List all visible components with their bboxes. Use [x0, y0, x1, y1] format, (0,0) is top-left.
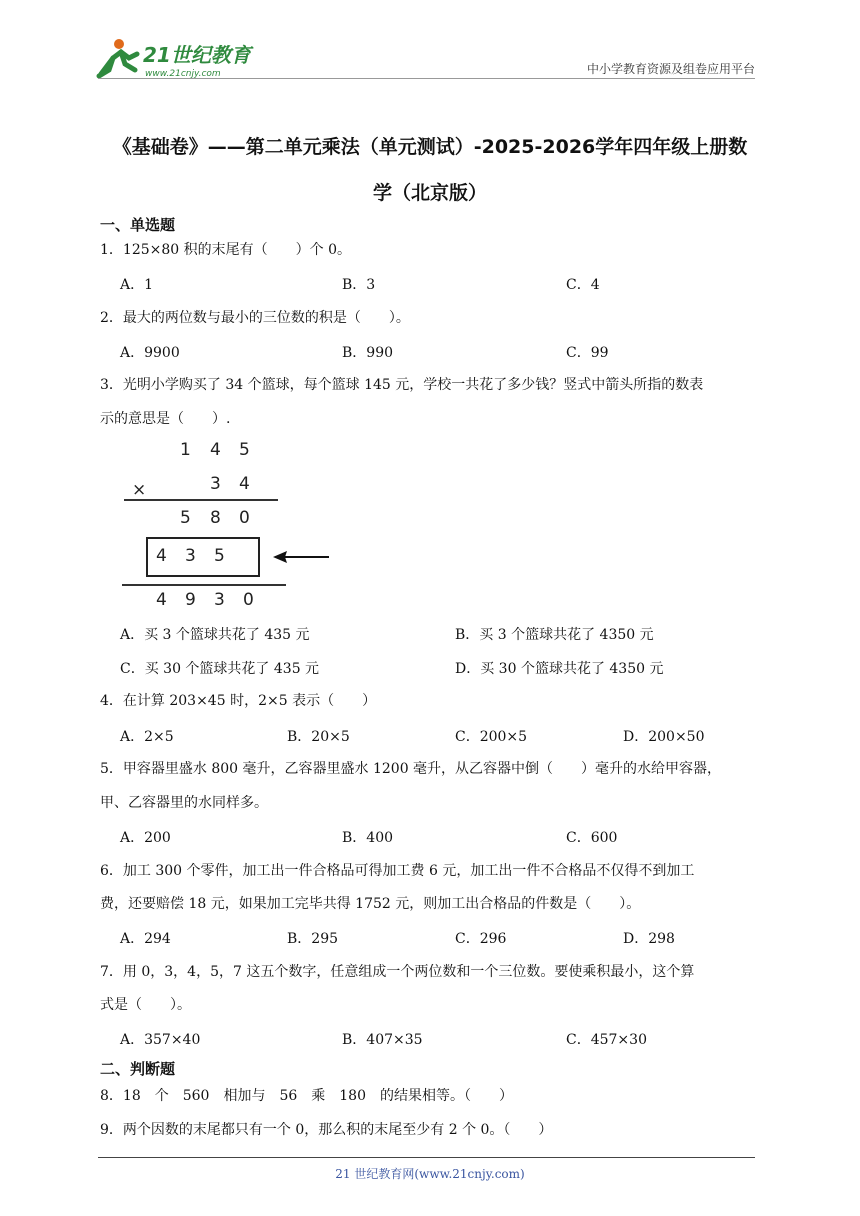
question-1-stem: 1．125×80 积的末尾有（ ）个 0。	[100, 242, 351, 258]
result-digit: 9	[185, 590, 196, 610]
question-7-option-a[interactable]: A．357×40	[120, 1032, 201, 1048]
question-2-stem: 2．最大的两位数与最小的三位数的积是（ ）。	[100, 310, 410, 326]
question-3-option-a[interactable]: A．买 3 个篮球共花了 435 元	[120, 627, 310, 643]
question-6-option-b[interactable]: B．295	[287, 931, 339, 947]
calc-result-line	[122, 584, 286, 586]
question-2-option-c[interactable]: C．99	[566, 345, 609, 361]
page-title-line2: 学（北京版）	[372, 182, 487, 204]
runner-logo-icon	[95, 36, 260, 80]
question-4-option-a[interactable]: A．2×5	[120, 729, 174, 745]
question-4-option-b[interactable]: B．20×5	[287, 729, 350, 745]
logo-url: www.21cnjy.com	[145, 69, 221, 79]
section-heading-true-false: 二、判断题	[100, 1060, 176, 1078]
multiplicand-digit: 1	[180, 440, 191, 460]
multiplicand-digit: 5	[239, 440, 250, 460]
page-title-line1: 《基础卷》——第二单元乘法（单元测试）-2025-2026学年四年级上册数	[112, 136, 748, 158]
times-sign: ×	[132, 480, 147, 500]
question-6-option-c[interactable]: C．296	[455, 931, 507, 947]
question-7-option-b[interactable]: B．407×35	[342, 1032, 423, 1048]
question-8-stem: 8．18 个 560 相加与 56 乘 180 的结果相等。（ ）	[100, 1088, 513, 1104]
logo	[95, 36, 260, 80]
partial-product-2-digit: 4	[156, 546, 167, 566]
question-6-stem-line1: 6．加工 300 个零件，加工出一件合格品可得加工费 6 元，加工出一件不合格品不仅得不到加工	[100, 863, 695, 879]
question-4-stem: 4．在计算 203×45 时，2×5 表示（ ）	[100, 693, 377, 709]
question-3-option-c[interactable]: C．买 30 个篮球共花了 435 元	[120, 661, 320, 677]
question-7-option-c[interactable]: C．457×30	[566, 1032, 647, 1048]
partial-product-1-digit: 0	[239, 508, 250, 528]
question-5-option-b[interactable]: B．400	[342, 830, 394, 846]
question-3-option-d[interactable]: D．买 30 个篮球共花了 4350 元	[455, 661, 664, 677]
question-1-option-a[interactable]: A．1	[120, 277, 154, 293]
multiplicand-digit: 4	[210, 440, 221, 460]
footer-text[interactable]: 21 世纪教育网(www.21cnjy.com)	[335, 1167, 525, 1181]
question-9-stem: 9．两个因数的末尾都只有一个 0，那么积的末尾至少有 2 个 0。（ ）	[100, 1122, 553, 1138]
vertical-multiplication-figure	[110, 436, 340, 616]
result-digit: 3	[214, 590, 225, 610]
question-3-stem-line1: 3．光明小学购买了 34 个篮球，每个篮球 145 元，学校一共花了多少钱？竖式中箭头所指的数表	[100, 377, 704, 393]
question-7-stem-line2: 式是（ ）。	[100, 997, 191, 1013]
header-divider	[98, 78, 755, 79]
header-platform-text: 中小学教育资源及组卷应用平台	[586, 62, 755, 76]
partial-product-1-digit: 5	[180, 508, 191, 528]
question-5-option-c[interactable]: C．600	[566, 830, 618, 846]
calc-underline	[124, 499, 278, 501]
question-4-option-d[interactable]: D．200×50	[623, 729, 705, 745]
logo-text: 21世纪教育	[143, 43, 251, 67]
result-digit: 0	[243, 590, 254, 610]
partial-product-2-digit: 3	[185, 546, 196, 566]
partial-product-2-digit: 5	[214, 546, 225, 566]
question-3-stem-line2: 示的意思是（ ）.	[100, 411, 231, 427]
question-2-option-a[interactable]: A．9900	[120, 345, 180, 361]
question-7-stem-line1: 7．用 0，3，4，5，7 这五个数字，任意组成一个两位数和一个三位数。要使乘积最小，这个算	[100, 964, 695, 980]
question-4-option-c[interactable]: C．200×5	[455, 729, 528, 745]
partial-product-1-digit: 8	[210, 508, 221, 528]
footer-divider	[98, 1157, 755, 1158]
question-5-stem-line1: 5．甲容器里盛水 800 毫升，乙容器里盛水 1200 毫升，从乙容器中倒（ ）毫升的水给甲容器，	[100, 761, 722, 777]
question-5-option-a[interactable]: A．200	[120, 830, 171, 846]
section-heading-single-choice: 一、单选题	[100, 216, 176, 234]
question-3-option-b[interactable]: B．买 3 个篮球共花了 4350 元	[455, 627, 654, 643]
multiplier-digit: 4	[239, 474, 250, 494]
multiplier-digit: 3	[210, 474, 221, 494]
question-5-stem-line2: 甲、乙容器里的水同样多。	[100, 795, 268, 811]
question-6-option-d[interactable]: D．298	[623, 931, 675, 947]
question-6-option-a[interactable]: A．294	[120, 931, 171, 947]
question-1-option-b[interactable]: B．3	[342, 277, 376, 293]
question-6-stem-line2: 费，还要赔偿 18 元，如果加工完毕共得 1752 元，则加工出合格品的件数是（ ）。	[100, 896, 641, 912]
result-digit: 4	[156, 590, 167, 610]
question-2-option-b[interactable]: B．990	[342, 345, 394, 361]
left-arrow-icon	[273, 548, 333, 566]
question-1-option-c[interactable]: C．4	[566, 277, 600, 293]
